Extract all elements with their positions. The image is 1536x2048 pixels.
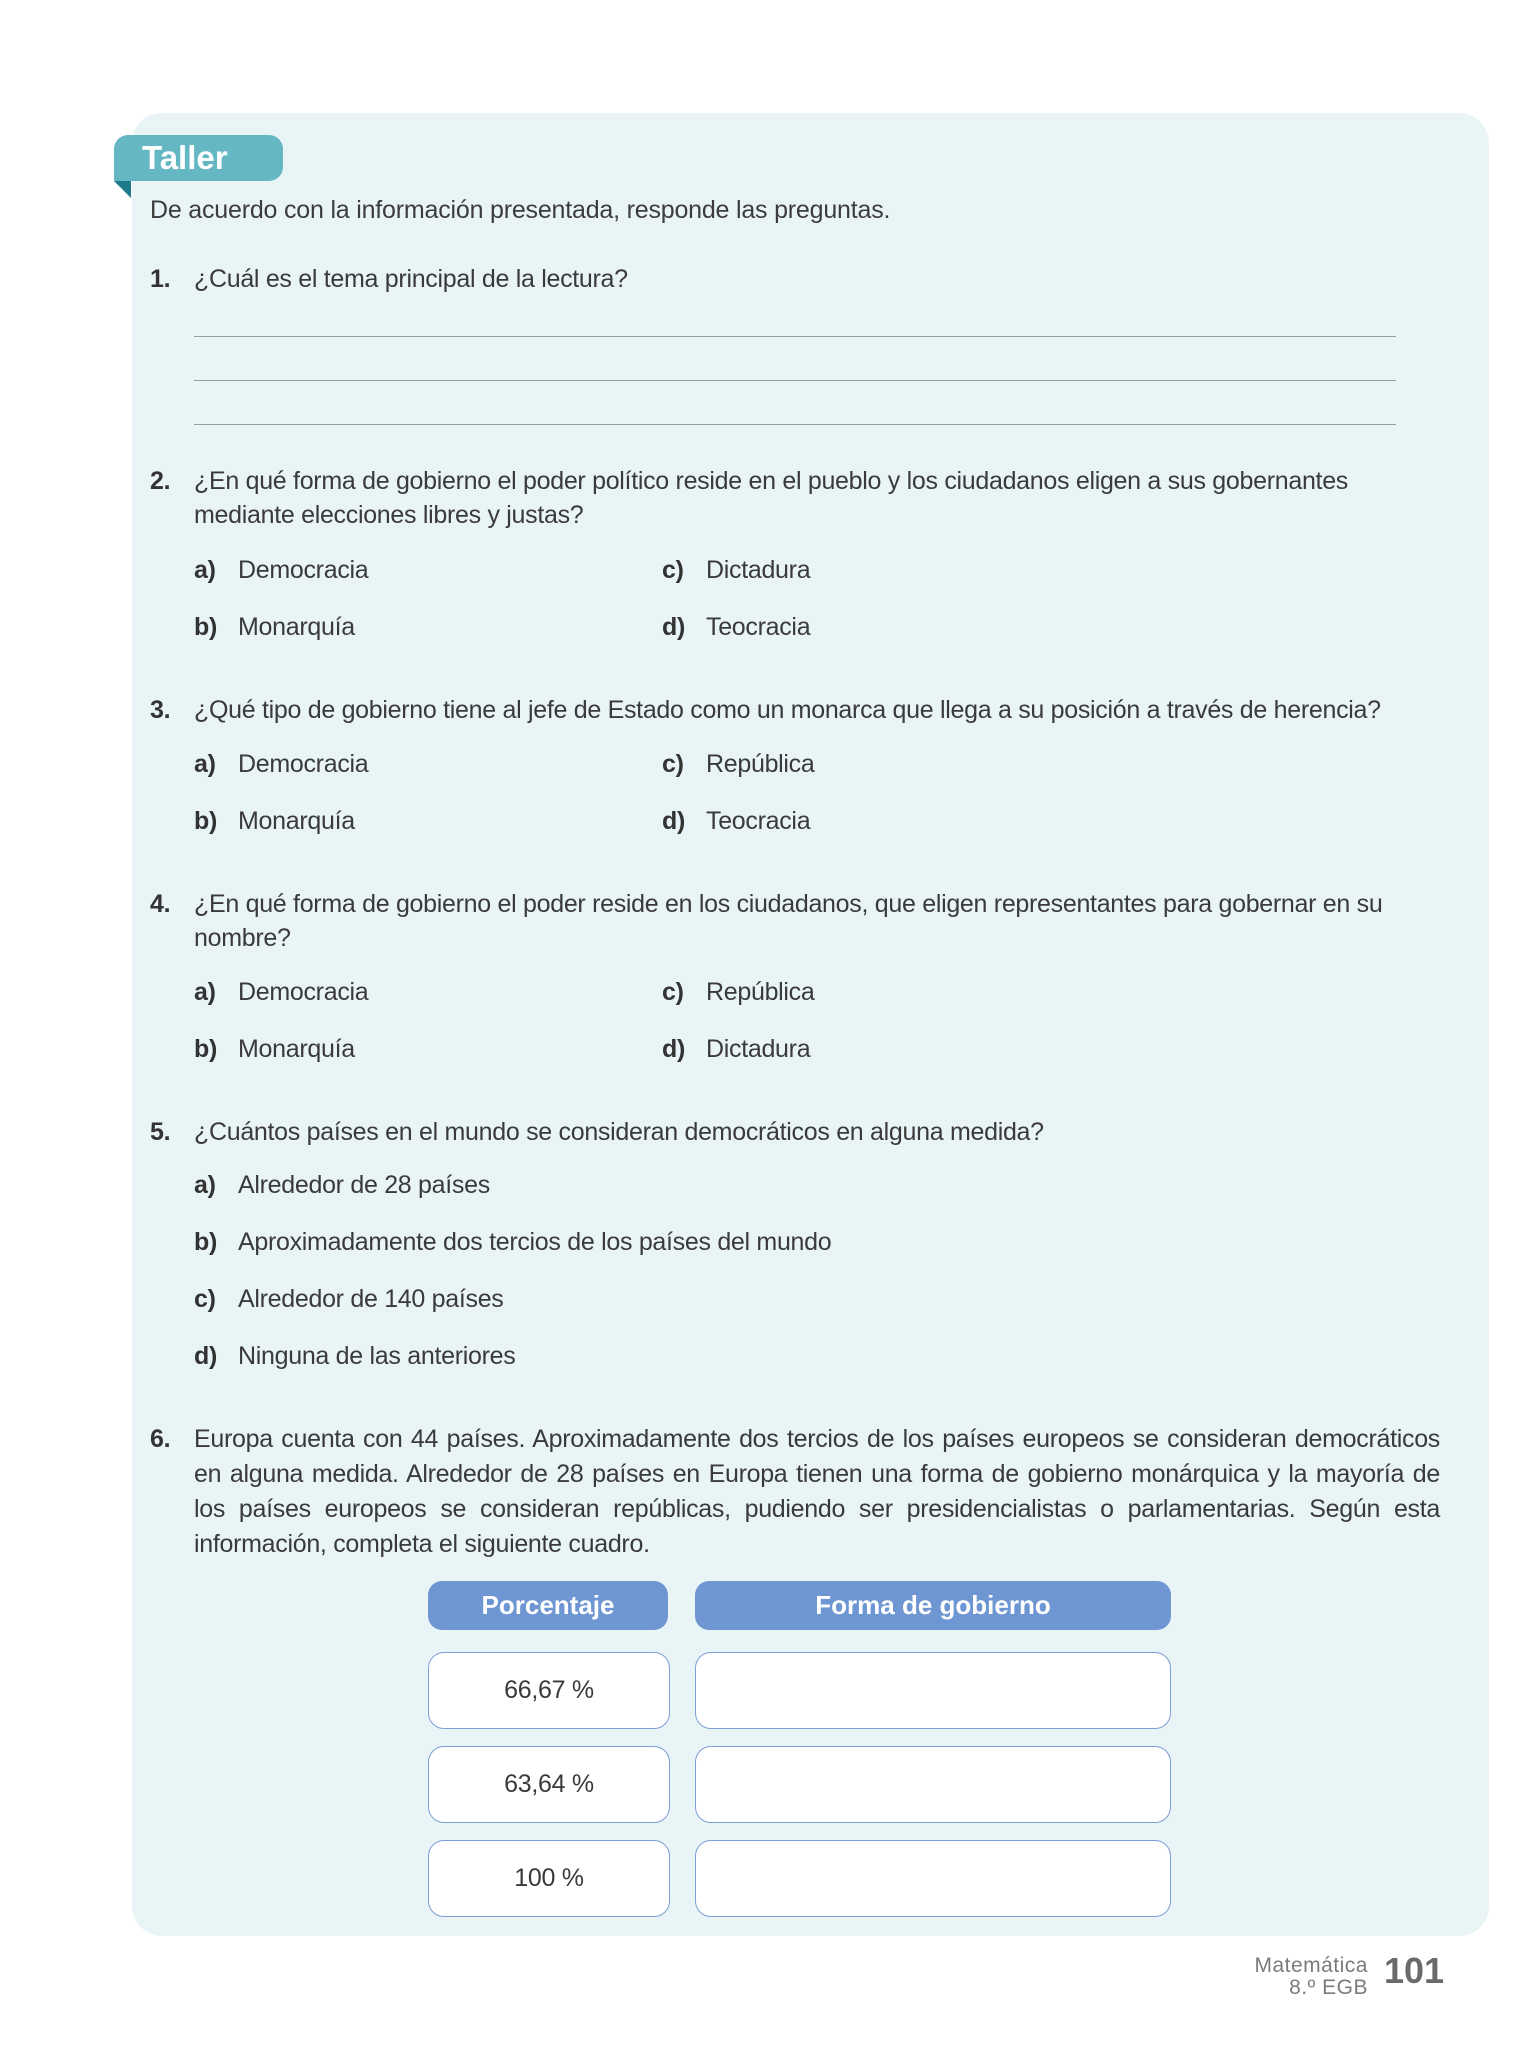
option-2c[interactable]: c) Dictadura [662,556,811,584]
percentage-cell: 63,64 % [428,1746,670,1823]
option-3a[interactable]: a) Democracia [194,750,369,778]
option-5b[interactable]: b) Aproximadamente dos tercios de los países del mundo [194,1228,832,1256]
option-3d[interactable]: d) Teocracia [662,807,811,835]
answer-line-1[interactable] [194,336,1396,337]
section-tag: Taller [114,135,283,181]
question-text: ¿En qué forma de gobierno el poder político reside en el pueblo y los ciudadanos eligen a sus gobernantes mediante elecciones libres y justas? [194,467,1349,529]
option-2d[interactable]: d) Teocracia [662,613,811,641]
percentage-cell: 66,67 % [428,1652,670,1729]
option-4d[interactable]: d) Dictadura [662,1035,811,1063]
option-5a[interactable]: a) Alrededor de 28 países [194,1171,490,1199]
option-4b[interactable]: b) Monarquía [194,1035,355,1063]
option-3c[interactable]: c) República [662,750,815,778]
question-1 [150,262,1440,296]
option-4a[interactable]: a) Democracia [194,978,369,1006]
question-number: 3. [150,696,171,724]
question-text: ¿Cuál es el tema principal de la lectura? [194,265,628,293]
question-2 [150,464,1440,532]
percentage-cell: 100 % [428,1840,670,1917]
question-text: ¿En qué forma de gobierno el poder reside en los ciudadanos, que eligen representantes para gobernar en su nombre? [194,890,1383,952]
option-3b[interactable]: b) Monarquía [194,807,355,835]
grade-label: 8.º EGB [1289,1976,1368,1999]
question-text: Europa cuenta con 44 países. Aproximadamente dos tercios de los países europeos se consideran democráticos en alguna medida. Alrededor de 28 países en Europa tienen una forma de gobierno monárquica y la mayoría de los países europeos se consideran repúblicas, pudiendo ser presidencialistas o parlamentarias. Según esta información, completa el siguiente cuadro. [194,1425,1440,1558]
option-2b[interactable]: b) Monarquía [194,613,355,641]
question-number: 4. [150,890,171,918]
instructions: De acuerdo con la información presentada, responde las preguntas. [150,196,891,224]
government-form-input[interactable] [695,1840,1171,1917]
question-6 [150,1422,1440,1562]
footer-subject [1254,1955,1368,1999]
question-text: ¿Qué tipo de gobierno tiene al jefe de Estado como un monarca que llega a su posición a través de herencia? [194,696,1381,724]
government-form-input[interactable] [695,1652,1171,1729]
option-5d[interactable]: d) Ninguna de las anteriores [194,1342,516,1370]
question-3 [150,693,1440,727]
page-number: 101 [1384,1950,1445,1991]
option-4c[interactable]: c) República [662,978,815,1006]
question-number: 1. [150,265,171,293]
question-number: 6. [150,1425,171,1453]
question-number: 5. [150,1118,171,1146]
subject-name: Matemática [1254,1954,1368,1977]
question-4 [150,887,1440,955]
table-header-percentage: Porcentaje [428,1581,668,1630]
option-2a[interactable]: a) Democracia [194,556,369,584]
table-header-government-form: Forma de gobierno [695,1581,1171,1630]
question-text: ¿Cuántos países en el mundo se consideran democráticos en alguna medida? [194,1118,1044,1146]
question-number: 2. [150,467,171,495]
answer-line-2[interactable] [194,380,1396,381]
answer-line-3[interactable] [194,424,1396,425]
question-5 [150,1115,1440,1149]
option-5c[interactable]: c) Alrededor de 140 países [194,1285,504,1313]
government-form-input[interactable] [695,1746,1171,1823]
tag-fold-decoration [114,181,131,198]
